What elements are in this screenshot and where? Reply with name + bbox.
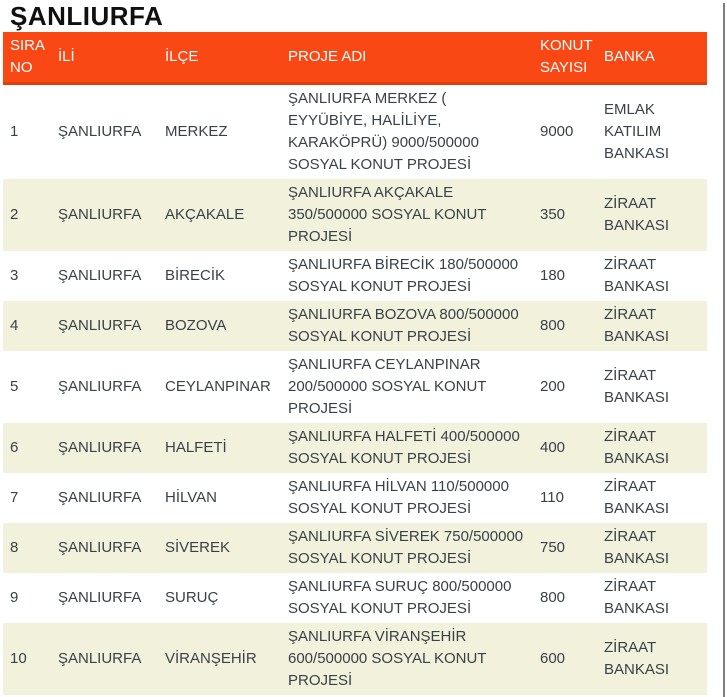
cell-proje-adi: ŞANLIURFA BİRECİK 180/500000 SOSYAL KONUT PROJESİ: [288, 256, 519, 295]
cell-proje-adi: ŞANLIURFA SURUÇ 800/500000 SOSYAL KONUT PROJESİ: [288, 578, 512, 617]
cell-banka: ZİRAAT BANKASI: [604, 428, 670, 467]
table-row: [3, 301, 707, 351]
table-row: [3, 251, 707, 301]
cell-proje-adi: ŞANLIURFA HALFETİ 400/500000 SOSYAL KONUT PROJESİ: [288, 428, 520, 467]
cell-sira-no: 1: [10, 123, 19, 140]
table-row: [3, 423, 707, 473]
cell-konut-sayisi: 400: [540, 439, 566, 456]
column-header-proje-adi: PROJE ADI: [281, 32, 533, 84]
cell-sira-no: 5: [10, 378, 19, 395]
cell-sira-no: 8: [10, 539, 19, 556]
cell-ili: ŞANLIURFA: [58, 267, 142, 284]
cell-banka: EMLAK KATILIM BANKASI: [604, 101, 670, 162]
cell-ilce: HİLVAN: [165, 489, 217, 506]
column-header-ilce: İLÇE: [158, 32, 281, 84]
cell-ili: ŞANLIURFA: [58, 206, 142, 223]
cell-konut-sayisi: 800: [540, 589, 566, 606]
cell-banka: ZİRAAT BANKASI: [604, 639, 670, 678]
cell-sira-no: 2: [10, 206, 19, 223]
cell-proje-adi: ŞANLIURFA CEYLANPINAR 200/500000 SOSYAL KONUT PROJESİ: [288, 356, 487, 417]
cell-banka: ZİRAAT BANKASI: [604, 478, 670, 517]
cell-sira-no: 3: [10, 267, 19, 284]
cell-ili: ŞANLIURFA: [58, 378, 142, 395]
cell-konut-sayisi: 180: [540, 267, 566, 284]
cell-proje-adi: ŞANLIURFA VİRANŞEHİR 600/500000 SOSYAL KONUT PROJESİ: [288, 628, 487, 689]
cell-ili: ŞANLIURFA: [58, 123, 142, 140]
cell-konut-sayisi: 800: [540, 317, 566, 334]
cell-sira-no: 6: [10, 439, 19, 456]
cell-ilce: MERKEZ: [165, 123, 228, 140]
cell-konut-sayisi: 200: [540, 378, 566, 395]
table-row: [3, 523, 707, 573]
cell-ilce: AKÇAKALE: [165, 206, 245, 223]
cell-ili: ŞANLIURFA: [58, 439, 142, 456]
cell-ilce: VİRANŞEHİR: [165, 650, 257, 667]
cell-banka: ZİRAAT BANKASI: [604, 256, 670, 295]
window-edge-line: [723, 3, 725, 697]
cell-ilce: CEYLANPINAR: [165, 378, 271, 395]
cell-konut-sayisi: 350: [540, 206, 566, 223]
cell-proje-adi: ŞANLIURFA MERKEZ ( EYYÜBİYE, HALİLİYE, KARAKÖPRÜ) 9000/500000 SOSYAL KONUT PROJESİ: [288, 90, 479, 173]
cell-sira-no: 9: [10, 589, 19, 606]
column-header-ili: İLİ: [51, 32, 158, 84]
cell-ili: ŞANLIURFA: [58, 489, 142, 506]
table-row: [3, 623, 707, 695]
cell-ili: ŞANLIURFA: [58, 650, 142, 667]
cell-ili: ŞANLIURFA: [58, 317, 142, 334]
table-row: [3, 473, 707, 523]
column-header-banka: BANKA: [597, 32, 707, 84]
cell-konut-sayisi: 750: [540, 539, 566, 556]
cell-banka: ZİRAAT BANKASI: [604, 528, 670, 567]
cell-ili: ŞANLIURFA: [58, 589, 142, 606]
cell-banka: ZİRAAT BANKASI: [604, 195, 670, 234]
projects-table: [3, 32, 707, 695]
cell-sira-no: 10: [10, 650, 27, 667]
cell-ilce: SURUÇ: [165, 589, 219, 606]
cell-konut-sayisi: 9000: [540, 123, 574, 140]
cell-proje-adi: ŞANLIURFA BOZOVA 800/500000 SOSYAL KONUT PROJESİ: [288, 306, 519, 345]
cell-banka: ZİRAAT BANKASI: [604, 306, 670, 345]
cell-ilce: BİRECİK: [165, 267, 226, 284]
cell-ilce: HALFETİ: [165, 439, 227, 456]
cell-ili: ŞANLIURFA: [58, 539, 142, 556]
cell-konut-sayisi: 600: [540, 650, 566, 667]
cell-ilce: SİVEREK: [165, 539, 231, 556]
cell-banka: ZİRAAT BANKASI: [604, 367, 670, 406]
cell-ilce: BOZOVA: [165, 317, 227, 334]
cell-konut-sayisi: 110: [540, 489, 564, 506]
table-row: [3, 351, 707, 423]
table-row: [3, 84, 707, 180]
cell-proje-adi: ŞANLIURFA AKÇAKALE 350/500000 SOSYAL KONUT PROJESİ: [288, 184, 487, 245]
cell-proje-adi: ŞANLIURFA SİVEREK 750/500000 SOSYAL KONUT PROJESİ: [288, 528, 524, 567]
table-row: [3, 573, 707, 623]
table-header-row: [3, 32, 707, 84]
cell-banka: ZİRAAT BANKASI: [604, 578, 670, 617]
cell-proje-adi: ŞANLIURFA HİLVAN 110/500000 SOSYAL KONUT PROJESİ: [288, 478, 509, 517]
column-header-konut-sayisi: KONUT SAYISI: [533, 32, 597, 84]
table-row: [3, 179, 707, 251]
cell-sira-no: 4: [10, 317, 19, 334]
page-title: ŞANLIURFA: [10, 1, 164, 31]
column-header-sira-no: SIRA NO: [3, 32, 51, 84]
cell-sira-no: 7: [10, 489, 19, 506]
